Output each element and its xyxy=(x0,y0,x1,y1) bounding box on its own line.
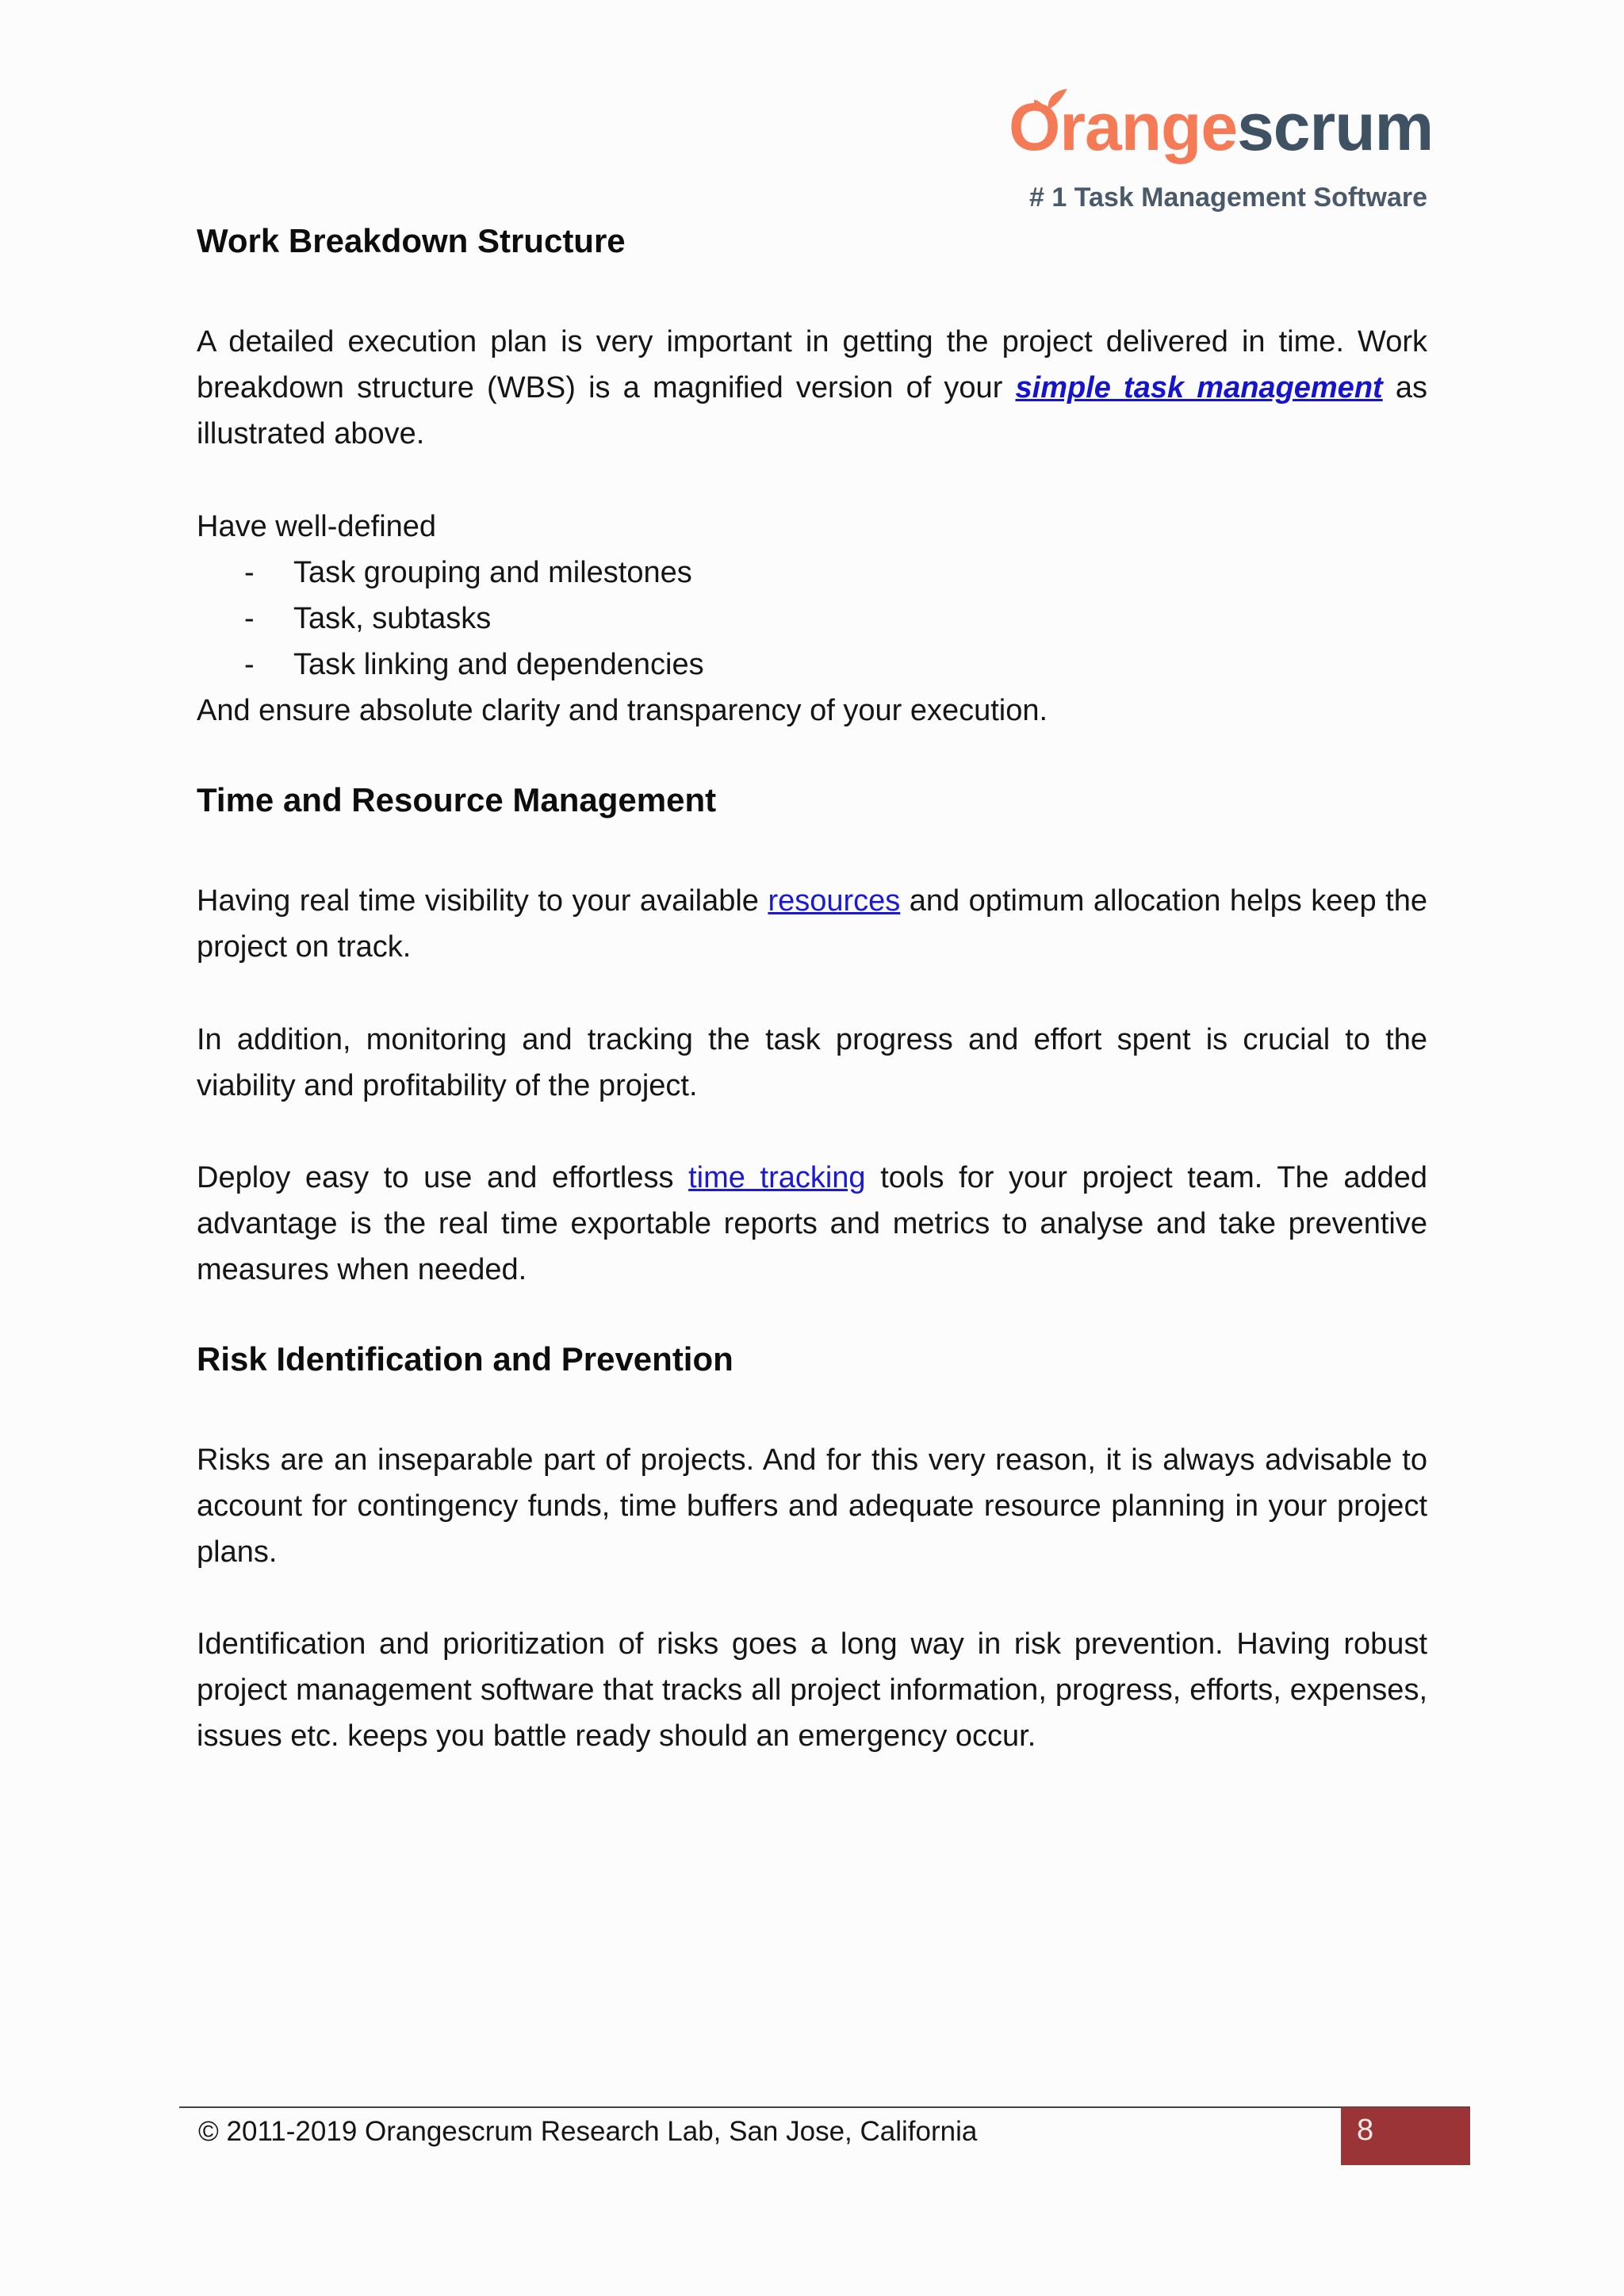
resources-text-after: and optimum allocation helps keep the project on track. xyxy=(197,884,1427,964)
page-number-box xyxy=(1341,2107,1470,2165)
wbs-text-before: A detailed execution plan is very important in getting the project delivered in time. Work breakdown structure (WBS) is a magnified version of your xyxy=(197,325,1427,404)
link-resources[interactable]: resources xyxy=(768,884,901,918)
monitoring-paragraph: In addition, monitoring and tracking the task progress and effort spent is crucial to the viability and profitability of the project. xyxy=(197,1023,1427,1102)
time-tracking-paragraph xyxy=(197,1155,1427,1293)
tracking-text-after: tools for your project team. The added advantage is the real time exportable reports and metrics to analyse and take preventive measures when needed. xyxy=(197,1161,1427,1286)
list-item xyxy=(244,596,704,642)
orangescrum-logo xyxy=(1009,90,1437,228)
risk-paragraph-1: Risks are an inseparable part of projects. And for this very reason, it is always advisable to account for contingency funds, time buffers and adequate resource planning in your project plans. xyxy=(197,1443,1427,1569)
list-item xyxy=(244,550,704,596)
tracking-text-before: Deploy easy to use and effortless xyxy=(197,1161,689,1194)
dash-marker: - xyxy=(244,602,255,635)
list-item-text: Task, subtasks xyxy=(293,602,492,635)
logo-word-scrum: scrum xyxy=(1237,90,1434,164)
well-defined-intro: Have well-defined xyxy=(197,510,437,543)
heading-risk: Risk Identification and Prevention xyxy=(197,1340,733,1378)
wbs-text-after: as illustrated above. xyxy=(197,371,1427,450)
wbs-closing: And ensure absolute clarity and transparency of your execution. xyxy=(197,694,1048,727)
link-time-tracking[interactable]: time tracking xyxy=(688,1161,866,1194)
risk-paragraph-2: Identification and prioritization of risks goes a long way in risk prevention. Having robust project management software that tracks all project information, progress, efforts, expenses, issues etc. keeps you battle ready should an emergency occur. xyxy=(197,1627,1427,1753)
list-item-text: Task linking and dependencies xyxy=(293,648,704,681)
wbs-bullet-list xyxy=(244,550,704,688)
logo-word-orange: Orange xyxy=(1009,90,1238,164)
heading-time-resource: Time and Resource Management xyxy=(197,781,717,818)
dash-marker: - xyxy=(244,648,255,681)
footer-divider xyxy=(179,2106,1470,2108)
page-number: 8 xyxy=(1357,2114,1374,2147)
link-simple-task-management[interactable]: simple task management xyxy=(1015,371,1383,404)
logo-tagline: # 1 Task Management Software xyxy=(1029,182,1427,213)
resources-text-before: Having real time visibility to your available xyxy=(197,884,768,918)
list-item xyxy=(244,642,704,688)
wbs-paragraph xyxy=(197,319,1427,457)
footer-copyright: © 2011-2019 Orangescrum Research Lab, San Jose, California xyxy=(198,2116,978,2147)
resources-paragraph xyxy=(197,878,1427,970)
list-item-text: Task grouping and milestones xyxy=(293,556,692,589)
heading-work-breakdown: Work Breakdown Structure xyxy=(197,222,626,259)
logo-wordmark xyxy=(1009,90,1434,164)
dash-marker: - xyxy=(244,556,255,589)
